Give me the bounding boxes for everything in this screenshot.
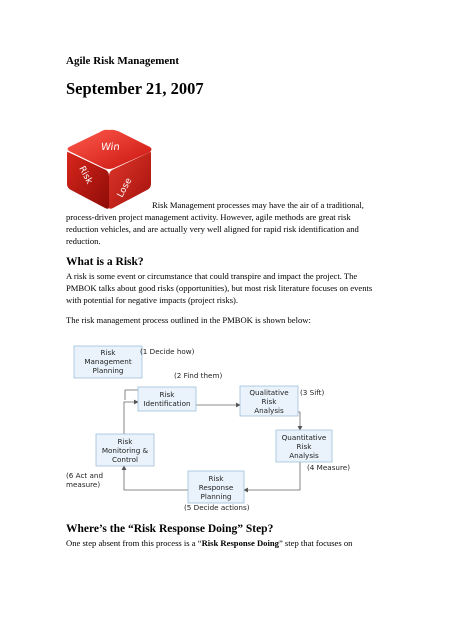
dice-face-win: Win bbox=[100, 142, 121, 153]
qualitative-line-2: Risk bbox=[261, 397, 277, 406]
section1-line-3: with potential for negative impacts (project risks). bbox=[66, 295, 239, 305]
section2-bold-term: Risk Response Doing bbox=[201, 538, 279, 548]
risk-dice-image bbox=[64, 128, 154, 210]
monitoring-line-1: Risk bbox=[117, 437, 133, 446]
intro-line-1: Risk Management processes may have the air of a traditional, bbox=[152, 200, 364, 210]
planning-line-2: Management bbox=[84, 357, 132, 366]
quantitative-line-3: Analysis bbox=[289, 451, 319, 460]
box-qualitative-risk-analysis bbox=[240, 386, 298, 416]
qualitative-line-3: Analysis bbox=[254, 406, 284, 415]
dice-face-lose: Lose bbox=[115, 176, 135, 200]
step-label-sift: (3 Sift) bbox=[300, 388, 325, 397]
quantitative-line-2: Risk bbox=[296, 442, 312, 451]
box-risk-identification bbox=[138, 387, 196, 411]
section-heading-what-is-risk: What is a Risk? bbox=[66, 256, 144, 268]
response-line-3: Planning bbox=[200, 492, 232, 501]
box-risk-response-planning bbox=[188, 471, 244, 503]
qualitative-line-1: Qualitative bbox=[249, 388, 289, 397]
intro-line-3: reduction vehicles, and are actually very well aligned for rapid risk identification and bbox=[66, 224, 359, 234]
step-label-measure-continued: measure) bbox=[66, 480, 101, 489]
response-line-1: Risk bbox=[208, 474, 224, 483]
monitoring-line-2: Monitoring & bbox=[101, 446, 149, 455]
response-line-2: Response bbox=[198, 483, 234, 492]
step-label-decide-how: (1 Decide how) bbox=[140, 347, 195, 356]
intro-line-2: process-driven project management activity. However, agile methods are great risk bbox=[66, 212, 351, 222]
dice-face-risk: Risk bbox=[76, 164, 94, 186]
section2-text-after: ” step that focuses on bbox=[278, 538, 353, 548]
quantitative-line-1: Quantitative bbox=[281, 433, 327, 442]
step-label-measure: (4 Measure) bbox=[307, 463, 351, 472]
document-title: Agile Risk Management bbox=[66, 55, 180, 67]
identification-line-2: Identification bbox=[143, 399, 191, 408]
process-intro: The risk management process outlined in the PMBOK is shown below: bbox=[66, 315, 311, 325]
step-label-decide-actions: (5 Decide actions) bbox=[184, 503, 250, 512]
box-risk-monitoring-control bbox=[96, 434, 154, 466]
step-label-find-them: (2 Find them) bbox=[174, 371, 223, 380]
planning-line-3: Planning bbox=[92, 366, 124, 375]
identification-line-1: Risk bbox=[159, 390, 175, 399]
section2-line-1 bbox=[66, 538, 352, 549]
section-heading-risk-response-doing: Where’s the “Risk Response Doing” Step? bbox=[66, 523, 274, 535]
planning-line-1: Risk bbox=[100, 348, 116, 357]
intro-line-4: reduction. bbox=[66, 236, 101, 246]
box-quantitative-risk-analysis bbox=[276, 430, 332, 462]
section2-text-before: One step absent from this process is a “ bbox=[66, 538, 202, 548]
step-label-act-and: (6 Act and bbox=[66, 471, 104, 480]
risk-process-diagram bbox=[60, 340, 360, 520]
post-date: September 21, 2007 bbox=[66, 79, 204, 98]
monitoring-line-3: Control bbox=[112, 455, 138, 464]
section1-line-1: A risk is some event or circumstance that could transpire and impact the project. The bbox=[66, 271, 358, 281]
section1-line-2: PMBOK talks about good risks (opportunities), but most risk literature focuses on events bbox=[66, 283, 373, 293]
box-risk-management-planning bbox=[74, 346, 142, 378]
